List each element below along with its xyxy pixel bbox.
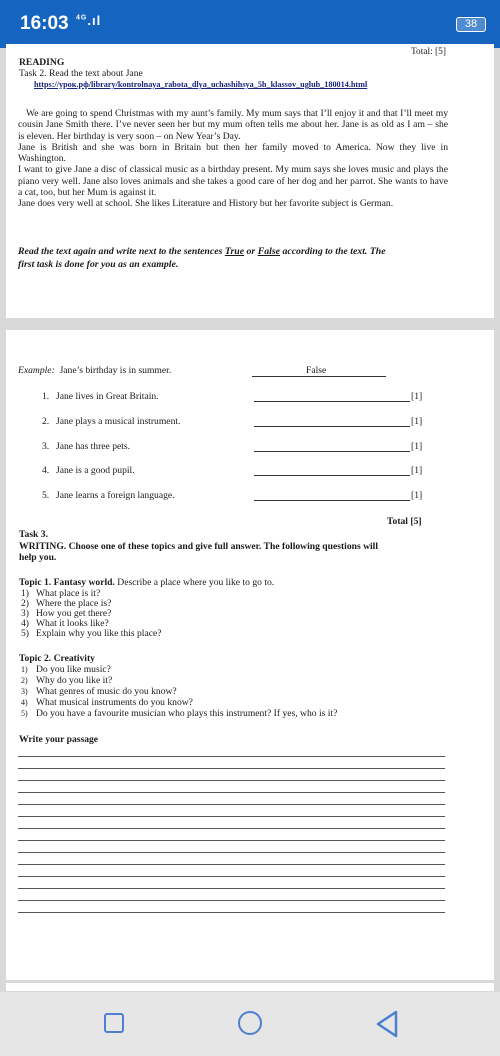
instruction-text: Read the text again and write next to the sentences [18,246,225,257]
home-button[interactable] [238,1011,262,1035]
topic-question-number: 5) [21,628,29,639]
writing-line[interactable] [18,828,445,829]
instruction-text: according to the text. The [280,246,386,257]
task2-total: Total [5] [387,516,422,527]
writing-line[interactable] [18,804,445,805]
question-text: Jane plays a musical instrument. [56,416,181,427]
writing-line[interactable] [18,768,445,769]
writing-line[interactable] [18,816,445,817]
question-number: 3. [42,441,50,452]
document-page-3 [6,983,494,991]
back-button[interactable] [374,1010,400,1038]
total-score: Total: [5] [410,47,446,57]
answer-line[interactable] [254,401,410,402]
topic-question-number: 4) [21,698,28,707]
writing-line[interactable] [18,876,445,877]
instruction-or: or [244,246,258,257]
example-answer: False [306,365,327,376]
question-mark: [1] [411,391,423,402]
question-text: Jane is a good pupil. [56,465,135,476]
question-text: Jane has three pets. [56,441,131,452]
document-page-2 [6,330,494,980]
source-link[interactable]: https://урок.рф/library/kontrolnaya_rabota_dlya_uchashihsya_5h_klassov_uglub_180014.html [34,80,368,89]
section-heading: READING [19,57,65,68]
battery-icon: 38 [456,17,486,32]
answer-line[interactable] [254,426,410,427]
paragraph: Jane is British and she was born in Britain but then her family moved to America. Now they live in Washington. [18,141,448,165]
writing-instruction-cont: help you. [19,552,57,563]
topic-question-number: 4) [21,618,29,629]
writing-line[interactable] [18,864,445,865]
topic1-description: Describe a place where you like to go to. [114,577,275,588]
document-page-1 [6,44,494,318]
question-mark: [1] [411,416,423,427]
question-mark: [1] [411,465,423,476]
navigation-bar [0,992,500,1056]
question-number: 1. [42,391,50,402]
writing-line[interactable] [18,840,445,841]
topic-question-text: What genres of music do you know? [36,686,177,697]
network-type: 4G [76,14,88,22]
topic2-title: Topic 2. Creativity [19,653,95,664]
answer-line[interactable] [254,475,410,476]
question-number: 2. [42,416,50,427]
instruction [18,246,386,257]
topic-question-number: 3) [21,687,28,696]
question-text: Jane learns a foreign language. [56,490,175,501]
back-icon [378,1012,396,1036]
topic-question-text: Why do you like it? [36,675,113,686]
topic-question-text: What musical instruments do you know? [36,697,193,708]
reading-text [18,108,448,210]
topic1-title: Topic 1. Fantasy world. [19,577,115,588]
task3-title: Task 3. [19,529,48,540]
question-mark: [1] [411,490,423,501]
writing-instruction: WRITING. Choose one of these topics and give full answer. The following questions will [19,541,379,552]
topic-question-text: Explain why you like this place? [36,628,162,639]
task2-title: Task 2. Read the text about Jane [19,68,143,79]
paragraph: Jane does very well at school. She likes Literature and History but her favorite subject is German. [18,198,394,210]
writing-line[interactable] [18,756,445,757]
writing-line[interactable] [18,888,445,889]
topic-question-text: Do you like music? [36,664,111,675]
topic1-heading [19,577,274,588]
instruction-true: True [224,246,245,257]
example-label: Example: [18,365,55,376]
topic-question-text: What it looks like? [36,618,109,629]
topic-question-number: 5) [21,709,28,718]
writing-line[interactable] [18,900,445,901]
answer-line[interactable] [254,451,410,452]
topic-question-text: Do you have a favourite musician who plays this instrument? If yes, who is it? [36,708,338,719]
example-row [18,365,171,376]
example-text: Jane’s birthday is in summer. [59,365,172,376]
instruction-line2: first task is done for you as an example. [18,259,179,270]
topic-question-number: 2) [21,676,28,685]
topic-question-text: What place is it? [36,588,101,599]
question-number: 5. [42,490,50,501]
topic-question-number: 1) [21,588,29,599]
writing-line[interactable] [18,780,445,781]
topic-question-text: Where the place is? [36,598,112,609]
writing-line[interactable] [18,792,445,793]
writing-line[interactable] [18,912,445,913]
writing-line[interactable] [18,852,445,853]
recents-button[interactable] [104,1013,124,1033]
topic-question-number: 3) [21,608,29,619]
paragraph: I want to give Jane a disc of classical music as a birthday present. My mum says she loves music and plays the piano very well. Jane also loves animals and she takes a good care of her dog and her parrot. She wants to have a cat, too, but her Mum is against it. [18,164,448,199]
topic-question-number: 1) [21,665,28,674]
question-number: 4. [42,465,50,476]
write-passage-heading: Write your passage [19,734,99,745]
signal-icon [76,13,101,28]
question-text: Jane lives in Great Britain. [56,391,159,402]
instruction-false: False [257,246,281,257]
topic-question-number: 2) [21,598,29,609]
topic-question-text: How you get there? [36,608,112,619]
clock: 16:03 [20,13,69,34]
example-answer-line [252,376,386,377]
answer-line[interactable] [254,500,410,501]
status-bar [0,0,500,48]
question-mark: [1] [411,441,423,452]
signal-bars: .ıl [87,13,102,28]
paragraph: We are going to spend Christmas with my aunt’s family. My mum says that I’ll enjoy it and that I’ll meet my cousin Jane Smith there. I’ve never seen her but my mum often tells me about her. Jane is as old as I am – she is eleven. Her birthday is very soon – on New Year’s Day. [18,108,448,142]
